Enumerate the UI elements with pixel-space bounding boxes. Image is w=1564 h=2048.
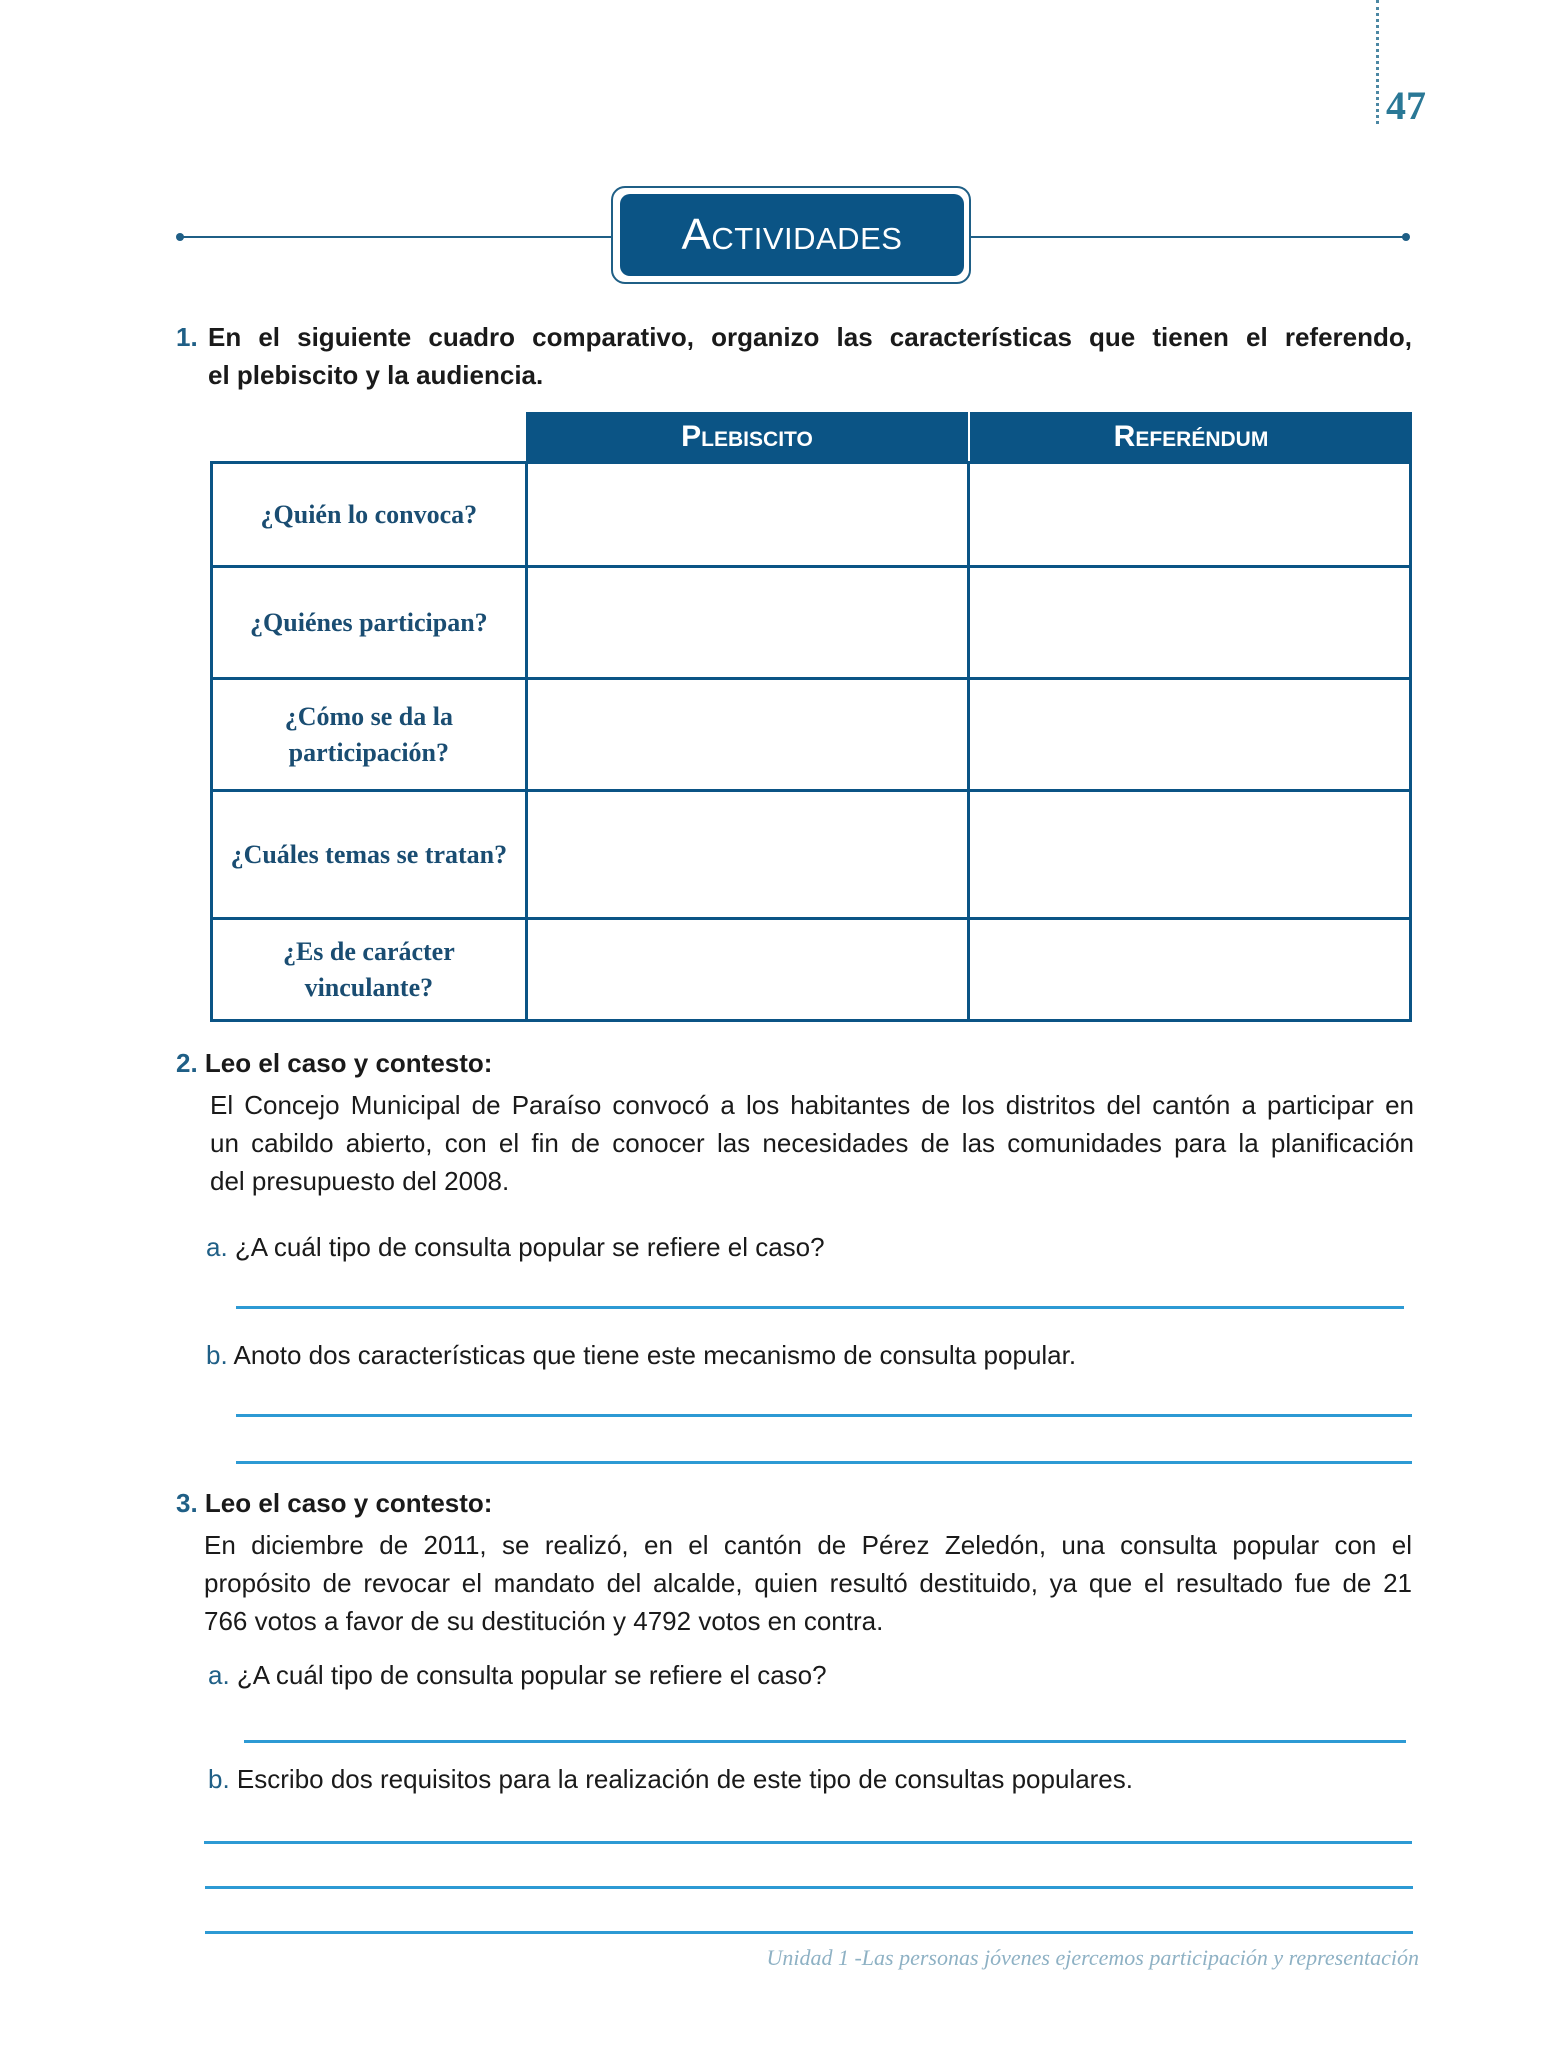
column-header-plebiscito: Plebiscito [681, 420, 813, 453]
answer-cell-plebiscito[interactable] [526, 679, 968, 791]
table-row [212, 679, 1411, 791]
answer-line-3b-3[interactable] [205, 1931, 1413, 1934]
answer-line-2b-2[interactable] [236, 1461, 1412, 1464]
activity-2-number: 2. [176, 1048, 198, 1078]
activity-2-heading: 2. Leo el caso y contesto: [176, 1048, 493, 1078]
row-label: ¿Cuáles temas se tratan? [212, 791, 527, 919]
banner-line-dot-right [1402, 233, 1410, 241]
answer-cell-referendum[interactable] [968, 919, 1410, 1021]
answer-line-2b-1[interactable] [236, 1414, 1412, 1417]
table-row [212, 791, 1411, 919]
activity-1-text-line1: En el siguiente cuadro comparativo, organizo las características que tienen el referendo, [208, 322, 1412, 352]
activity-1-text-line2: el plebiscito y la audiencia. [208, 360, 544, 390]
unit-footer: Unidad 1 -Las personas jóvenes ejercemos participación y representación [766, 1945, 1419, 1970]
answer-cell-referendum[interactable] [968, 463, 1410, 567]
activity-2-question-a: a. ¿A cuál tipo de consulta popular se refiere el caso? [206, 1232, 825, 1262]
banner-line-right [970, 236, 1406, 238]
answer-cell-plebiscito[interactable] [526, 919, 968, 1021]
activity-2-case: El Concejo Municipal de Paraíso convocó a los habitantes de los distritos del cantón a participar en un cabildo abierto, con el fin de conocer las necesidades de las comunidades para la planificación del presupuesto del 2008. [210, 1090, 1414, 1196]
comparison-table-header [526, 412, 1412, 462]
activity-1-number: 1. [176, 322, 198, 352]
table-row [212, 919, 1411, 1021]
banner-line-left [180, 236, 612, 238]
row-label: ¿Quiénes participan? [212, 567, 527, 679]
activity-2-question-b: b. Anoto dos características que tiene este mecanismo de consulta popular. [206, 1340, 1077, 1370]
row-label: ¿Cómo se da la participación? [212, 679, 527, 791]
column-header-referendum: Referéndum [968, 412, 1412, 462]
answer-cell-plebiscito[interactable] [526, 463, 968, 567]
comparison-table [210, 461, 1412, 1022]
answer-cell-plebiscito[interactable] [526, 567, 968, 679]
answer-cell-referendum[interactable] [968, 567, 1410, 679]
page-title: Actividades [620, 194, 964, 276]
activity-1-prompt [176, 318, 1412, 394]
activity-3-number: 3. [176, 1488, 198, 1518]
row-label: ¿Quién lo convoca? [212, 463, 527, 567]
activity-3-question-b: b. Escribo dos requisitos para la realización de este tipo de consultas populares. [208, 1764, 1133, 1794]
table-row [212, 463, 1411, 567]
answer-line-2a[interactable] [236, 1306, 1404, 1309]
page-number: 47 [1386, 83, 1426, 128]
activity-3-heading: 3. Leo el caso y contesto: [176, 1488, 493, 1518]
dotted-margin-rule [1376, 0, 1379, 124]
activity-3-case: En diciembre de 2011, se realizó, en el cantón de Pérez Zeledón, una consulta popular con el propósito de revocar el mandato del alcalde, quien resultó destituido, ya que el resultado fue de 21 766 votos a favor de su destitución y 4792 votos en contra. [204, 1530, 1412, 1636]
answer-line-3b-2[interactable] [205, 1886, 1413, 1889]
row-label: ¿Es de carácter vinculante? [212, 919, 527, 1021]
answer-cell-referendum[interactable] [968, 679, 1410, 791]
answer-cell-plebiscito[interactable] [526, 791, 968, 919]
table-row [212, 567, 1411, 679]
answer-line-3b-1[interactable] [204, 1841, 1412, 1844]
activity-3-question-a: a. ¿A cuál tipo de consulta popular se refiere el caso? [208, 1660, 827, 1690]
answer-line-3a[interactable] [244, 1740, 1406, 1743]
answer-cell-referendum[interactable] [968, 791, 1410, 919]
